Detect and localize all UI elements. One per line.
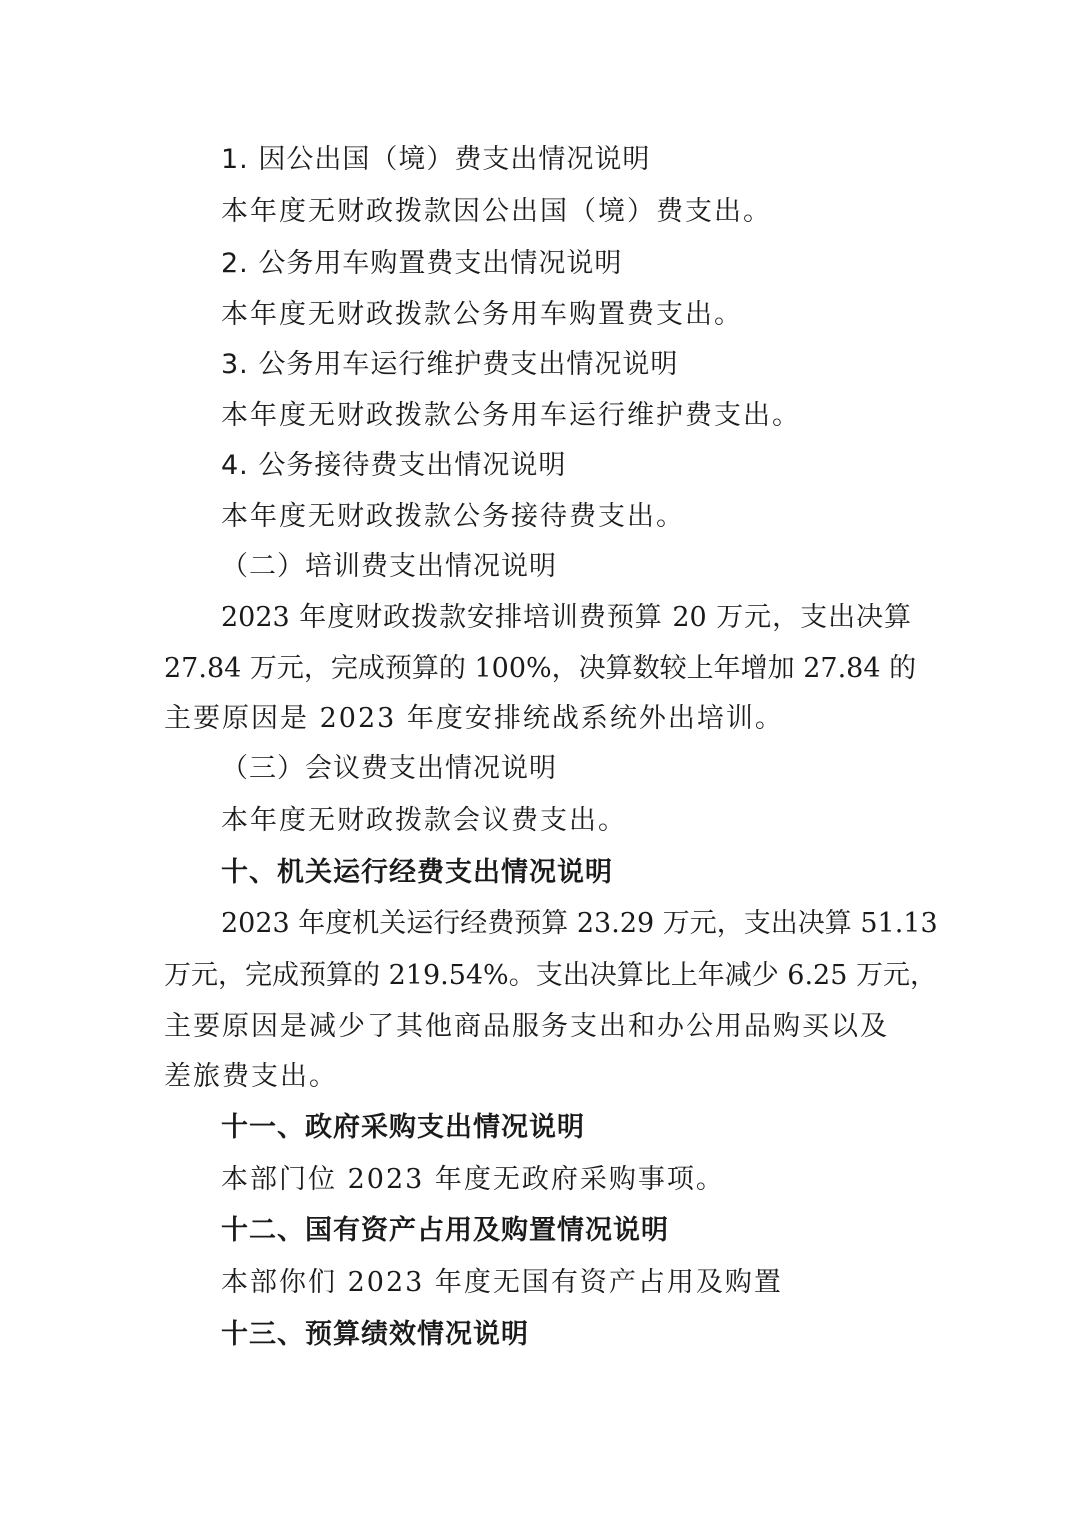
section-10-line-3: 主要原因是减少了其他商品服务支出和办公用品购买以及 [164, 1011, 889, 1042]
training-text-line-2: 27.84 万元，完成预算的 100%，决算数较上年增加 27.84 的 [164, 653, 917, 684]
section-12-text: 本部你们 2023 年度无国有资产占用及购置 [221, 1267, 783, 1298]
item-heading-3: 3. 公务用车运行维护费支出情况说明 [221, 349, 679, 380]
section-11-heading: 十一、政府采购支出情况说明 [221, 1112, 585, 1143]
meeting-heading: （三）会议费支出情况说明 [221, 753, 557, 784]
item-heading-2: 2. 公务用车购置费支出情况说明 [221, 248, 623, 279]
training-text-line-1: 2023 年度财政拨款安排培训费预算 20 万元，支出决算 [221, 602, 911, 633]
section-12-heading: 十二、国有资产占用及购置情况说明 [221, 1215, 669, 1246]
section-10-line-1: 2023 年度机关运行经费预算 23.29 万元，支出决算 51.13 [221, 908, 938, 939]
section-10-line-2: 万元，完成预算的 219.54%。支出决算比上年减少 6.25 万元， [164, 960, 937, 991]
section-10-line-4: 差旅费支出。 [164, 1061, 338, 1092]
section-13-heading: 十三、预算绩效情况说明 [221, 1319, 529, 1350]
item-text-1: 本年度无财政拨款因公出国（境）费支出。 [221, 196, 772, 227]
section-11-text: 本部门位 2023 年度无政府采购事项。 [221, 1164, 725, 1195]
item-heading-4: 4. 公务接待费支出情况说明 [221, 450, 567, 481]
item-text-2: 本年度无财政拨款公务用车购置费支出。 [221, 299, 743, 330]
item-text-3: 本年度无财政拨款公务用车运行维护费支出。 [221, 400, 801, 431]
item-heading-1: 1. 因公出国（境）费支出情况说明 [221, 144, 651, 175]
item-text-4: 本年度无财政拨款公务接待费支出。 [221, 501, 685, 532]
training-heading: （二）培训费支出情况说明 [221, 551, 557, 582]
meeting-text: 本年度无财政拨款会议费支出。 [221, 805, 627, 836]
training-text-line-3: 主要原因是 2023 年度安排统战系统外出培训。 [164, 703, 784, 734]
section-10-heading: 十、机关运行经费支出情况说明 [221, 857, 613, 888]
